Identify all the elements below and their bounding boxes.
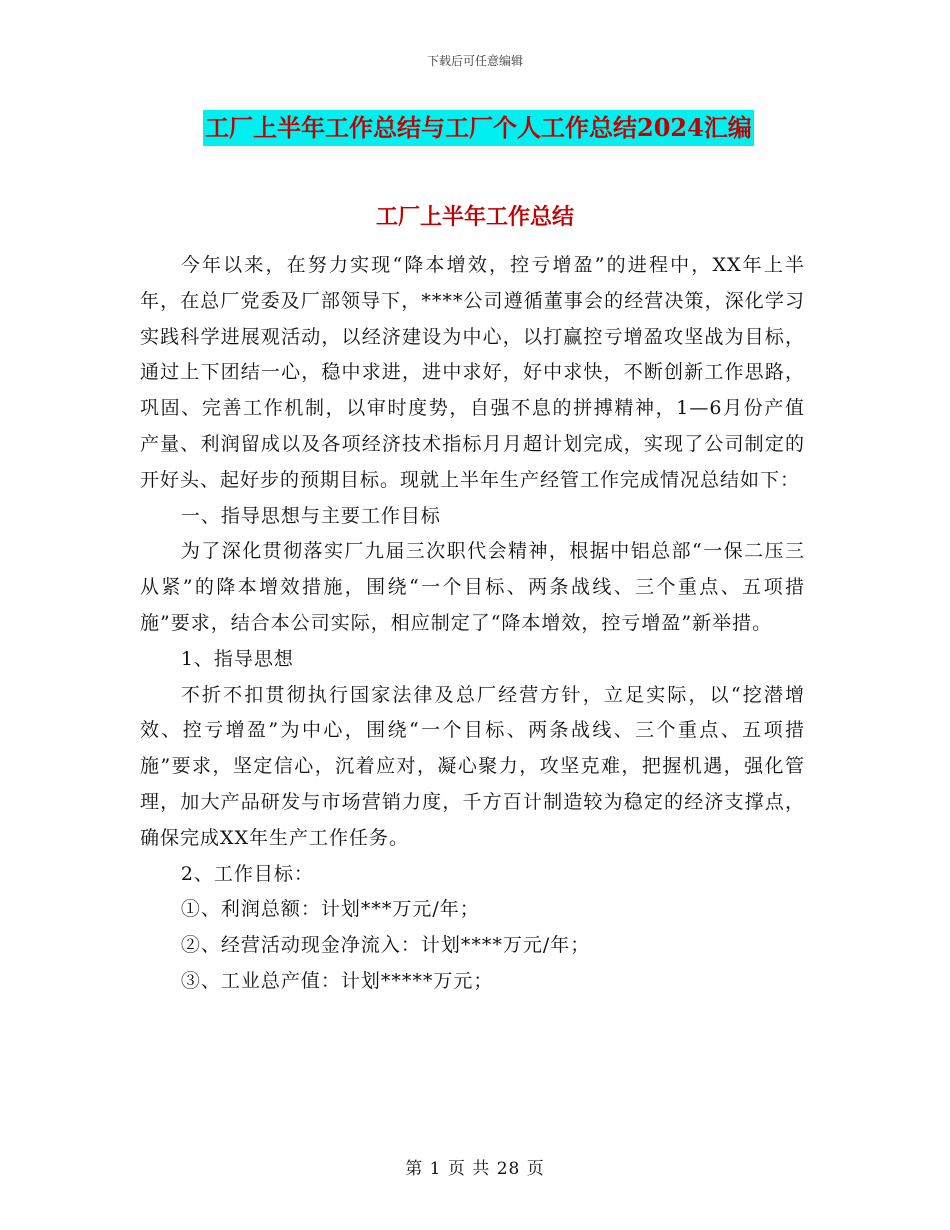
subheading-work-goals: 2、工作目标： bbox=[180, 862, 314, 885]
page-footer: 第 1 页 共 28 页 bbox=[405, 1159, 545, 1179]
paragraph-guiding-thought: 不折不扣贯彻执行国家法律及总厂经营方针，立足实际，以“挖潜增效、控亏增盈”为中心，围绕“一个目标、两条战线、三个重点、五项措施”要求，坚定信心，沉着应对，凝心聚力，攻坚克难，把握机遇，强化管理，加大产品研发与市场营销力度，千方百计制造较为稳定的经济支撑点，确保完成XX年生产工作任务。 bbox=[140, 683, 805, 849]
subheading-guiding-thought: 1、指导思想 bbox=[180, 647, 294, 670]
goal-item-cash-flow: ②、经营活动现金净流入：计划****万元/年； bbox=[180, 934, 591, 957]
heading-guiding-thought-and-goals: 一、指导思想与主要工作目标 bbox=[180, 504, 441, 527]
paragraph-intro: 今年以来，在努力实现“降本增效，控亏增盈”的进程中，XX年上半年，在总厂党委及厂部领导下，****公司遵循董事会的经营决策，深化学习实践科学进展观活动，以经济建设为中心，以打赢控亏增盈攻坚战为目标，通过上下团结一心，稳中求进，进中求好，好中求快，不断创新工作思路，巩固、完善工作机制，以审时度势，自强不息的拼搏精神，1—6月份产值产量、利润留成以及各项经济技术指标月月超计划完成，实现了公司制定的开好头、起好步的预期目标。现就上半年生产经管工作完成情况总结如下： bbox=[140, 254, 805, 491]
header-note: 下载后可任意编辑 bbox=[426, 54, 523, 68]
goal-item-profit: ①、利润总额：计划***万元/年； bbox=[180, 898, 480, 921]
document-body bbox=[140, 248, 805, 1000]
goal-item-output-value: ③、工业总产值：计划*****万元； bbox=[180, 969, 494, 992]
document-title: 工厂上半年工作总结与工厂个人工作总结2024汇编 bbox=[203, 110, 754, 146]
paragraph-measures: 为了深化贯彻落实厂九届三次职代会精神，根据中铝总部“一保二压三从紧”的降本增效措施，围绕“一个目标、两条战线、三个重点、五项措施”要求，结合本公司实际，相应制定了“降本增效，控亏增盈”新举措。 bbox=[140, 540, 805, 634]
section-title: 工厂上半年工作总结 bbox=[375, 204, 574, 230]
